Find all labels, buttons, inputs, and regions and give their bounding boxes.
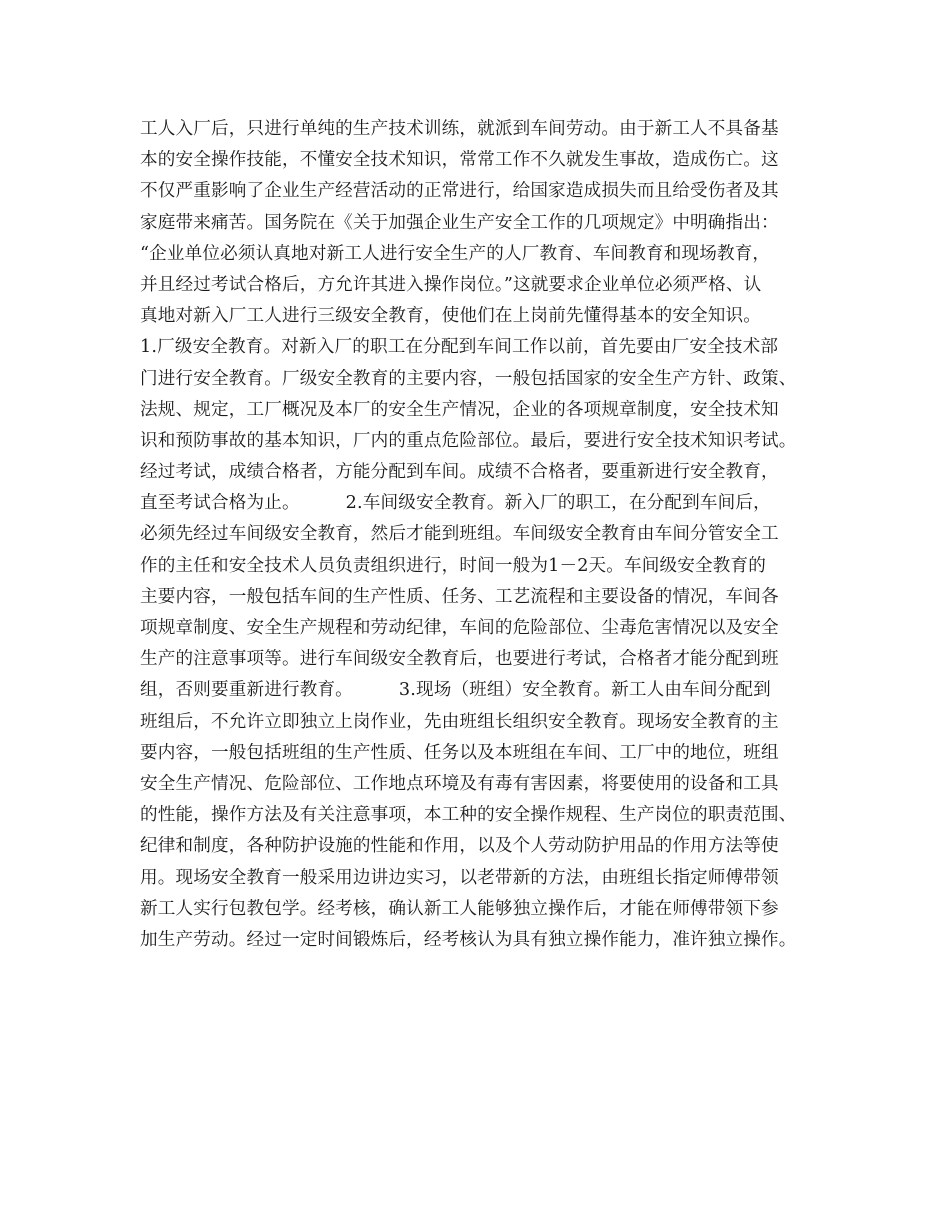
text-line: 作的主任和安全技术人员负责组织进行，时间一般为1－2天。车间级安全教育的 [140,555,766,576]
text-line: 组，否则要重新进行教育。 3.现场（班组）安全教育。新工人由车间分配到 [140,680,771,701]
text-line: “企业单位必须认真地对新工人进行安全生产的人厂教育、车间教育和现场教育， [140,243,771,264]
text-line: 项规章制度、安全生产规程和劳动纪律，车间的危险部位、尘毒危害情况以及安全 [140,618,779,638]
text-line: 安全生产情况、危险部位、工作地点环境及有毒有害因素，将要使用的设备和工具 [140,773,779,794]
text-line: 工人入厂后，只进行单纯的生产技术训练，就派到车间劳动。由于新工人不具备基 [140,119,779,139]
text-line: 直至考试合格为止。 2.车间级安全教育。新入厂的职工，在分配到车间后， [140,493,771,514]
text-line: 识和预防事故的基本知识，厂内的重点危险部位。最后，要进行安全技术知识考试。 [140,430,797,451]
text-line: 本的安全操作技能，不懂安全技术知识，常常工作不久就发生事故，造成伤亡。这 [140,150,779,171]
text-line: 主要内容，一般包括车间的生产性质、任务、工艺流程和主要设备的情况，车间各 [140,586,779,607]
text-line: 班组后，不允许立即独立上岗作业，先由班组长组织安全教育。现场安全教育的主 [140,711,779,732]
text-line: 用。现场安全教育一般采用边讲边实习，以老带新的方法，由班组长指定师傅带领 [140,867,779,888]
text-line: 纪律和制度，各种防护设施的性能和作用，以及个人劳动防护用品的作用方法等使 [140,836,779,857]
text-line: 并且经过考试合格后，方允许其进入操作岗位。”这就要求企业单位必须严格、认 [140,274,762,295]
text-line: 门进行安全教育。厂级安全教育的主要内容，一般包括国家的安全生产方针、政策、 [140,368,797,389]
text-line: 家庭带来痛苦。国务院在《关于加强企业生产安全工作的几项规定》中明确指出： [140,212,779,233]
body-text [140,114,830,956]
text-line: 不仅严重影响了企业生产经营活动的正常进行，给国家造成损失而且给受伤者及其 [140,181,779,202]
text-line: 法规、规定，工厂概况及本厂的安全生产情况，企业的各项规章制度，安全技术知 [140,399,779,420]
text-line: 经过考试，成绩合格者，方能分配到车间。成绩不合格者，要重新进行安全教育， [140,462,779,483]
text-line: 的性能，操作方法及有关注意事项，本工种的安全操作规程、生产岗位的职责范围、 [140,805,797,826]
text-line: 新工人实行包教包学。经考核，确认新工人能够独立操作后，才能在师傅带领下参 [140,898,779,919]
text-line: 1.厂级安全教育。对新入厂的职工在分配到车间工作以前，首先要由厂安全技术部 [140,337,779,358]
text-line: 加生产劳动。经过一定时间锻炼后，经考核认为具有独立操作能力，准许独立操作。 [140,929,797,950]
text-line: 要内容，一般包括班组的生产性质、任务以及本班组在车间、工厂中的地位，班组 [140,742,779,763]
text-line: 必须先经过车间级安全教育，然后才能到班组。车间级安全教育由车间分管安全工 [140,524,779,545]
text-line: 生产的注意事项等。进行车间级安全教育后，也要进行考试，合格者才能分配到班 [140,649,779,670]
text-line: 真地对新入厂工人进行三级安全教育，使他们在上岗前先懂得基本的安全知识。 [140,306,762,327]
